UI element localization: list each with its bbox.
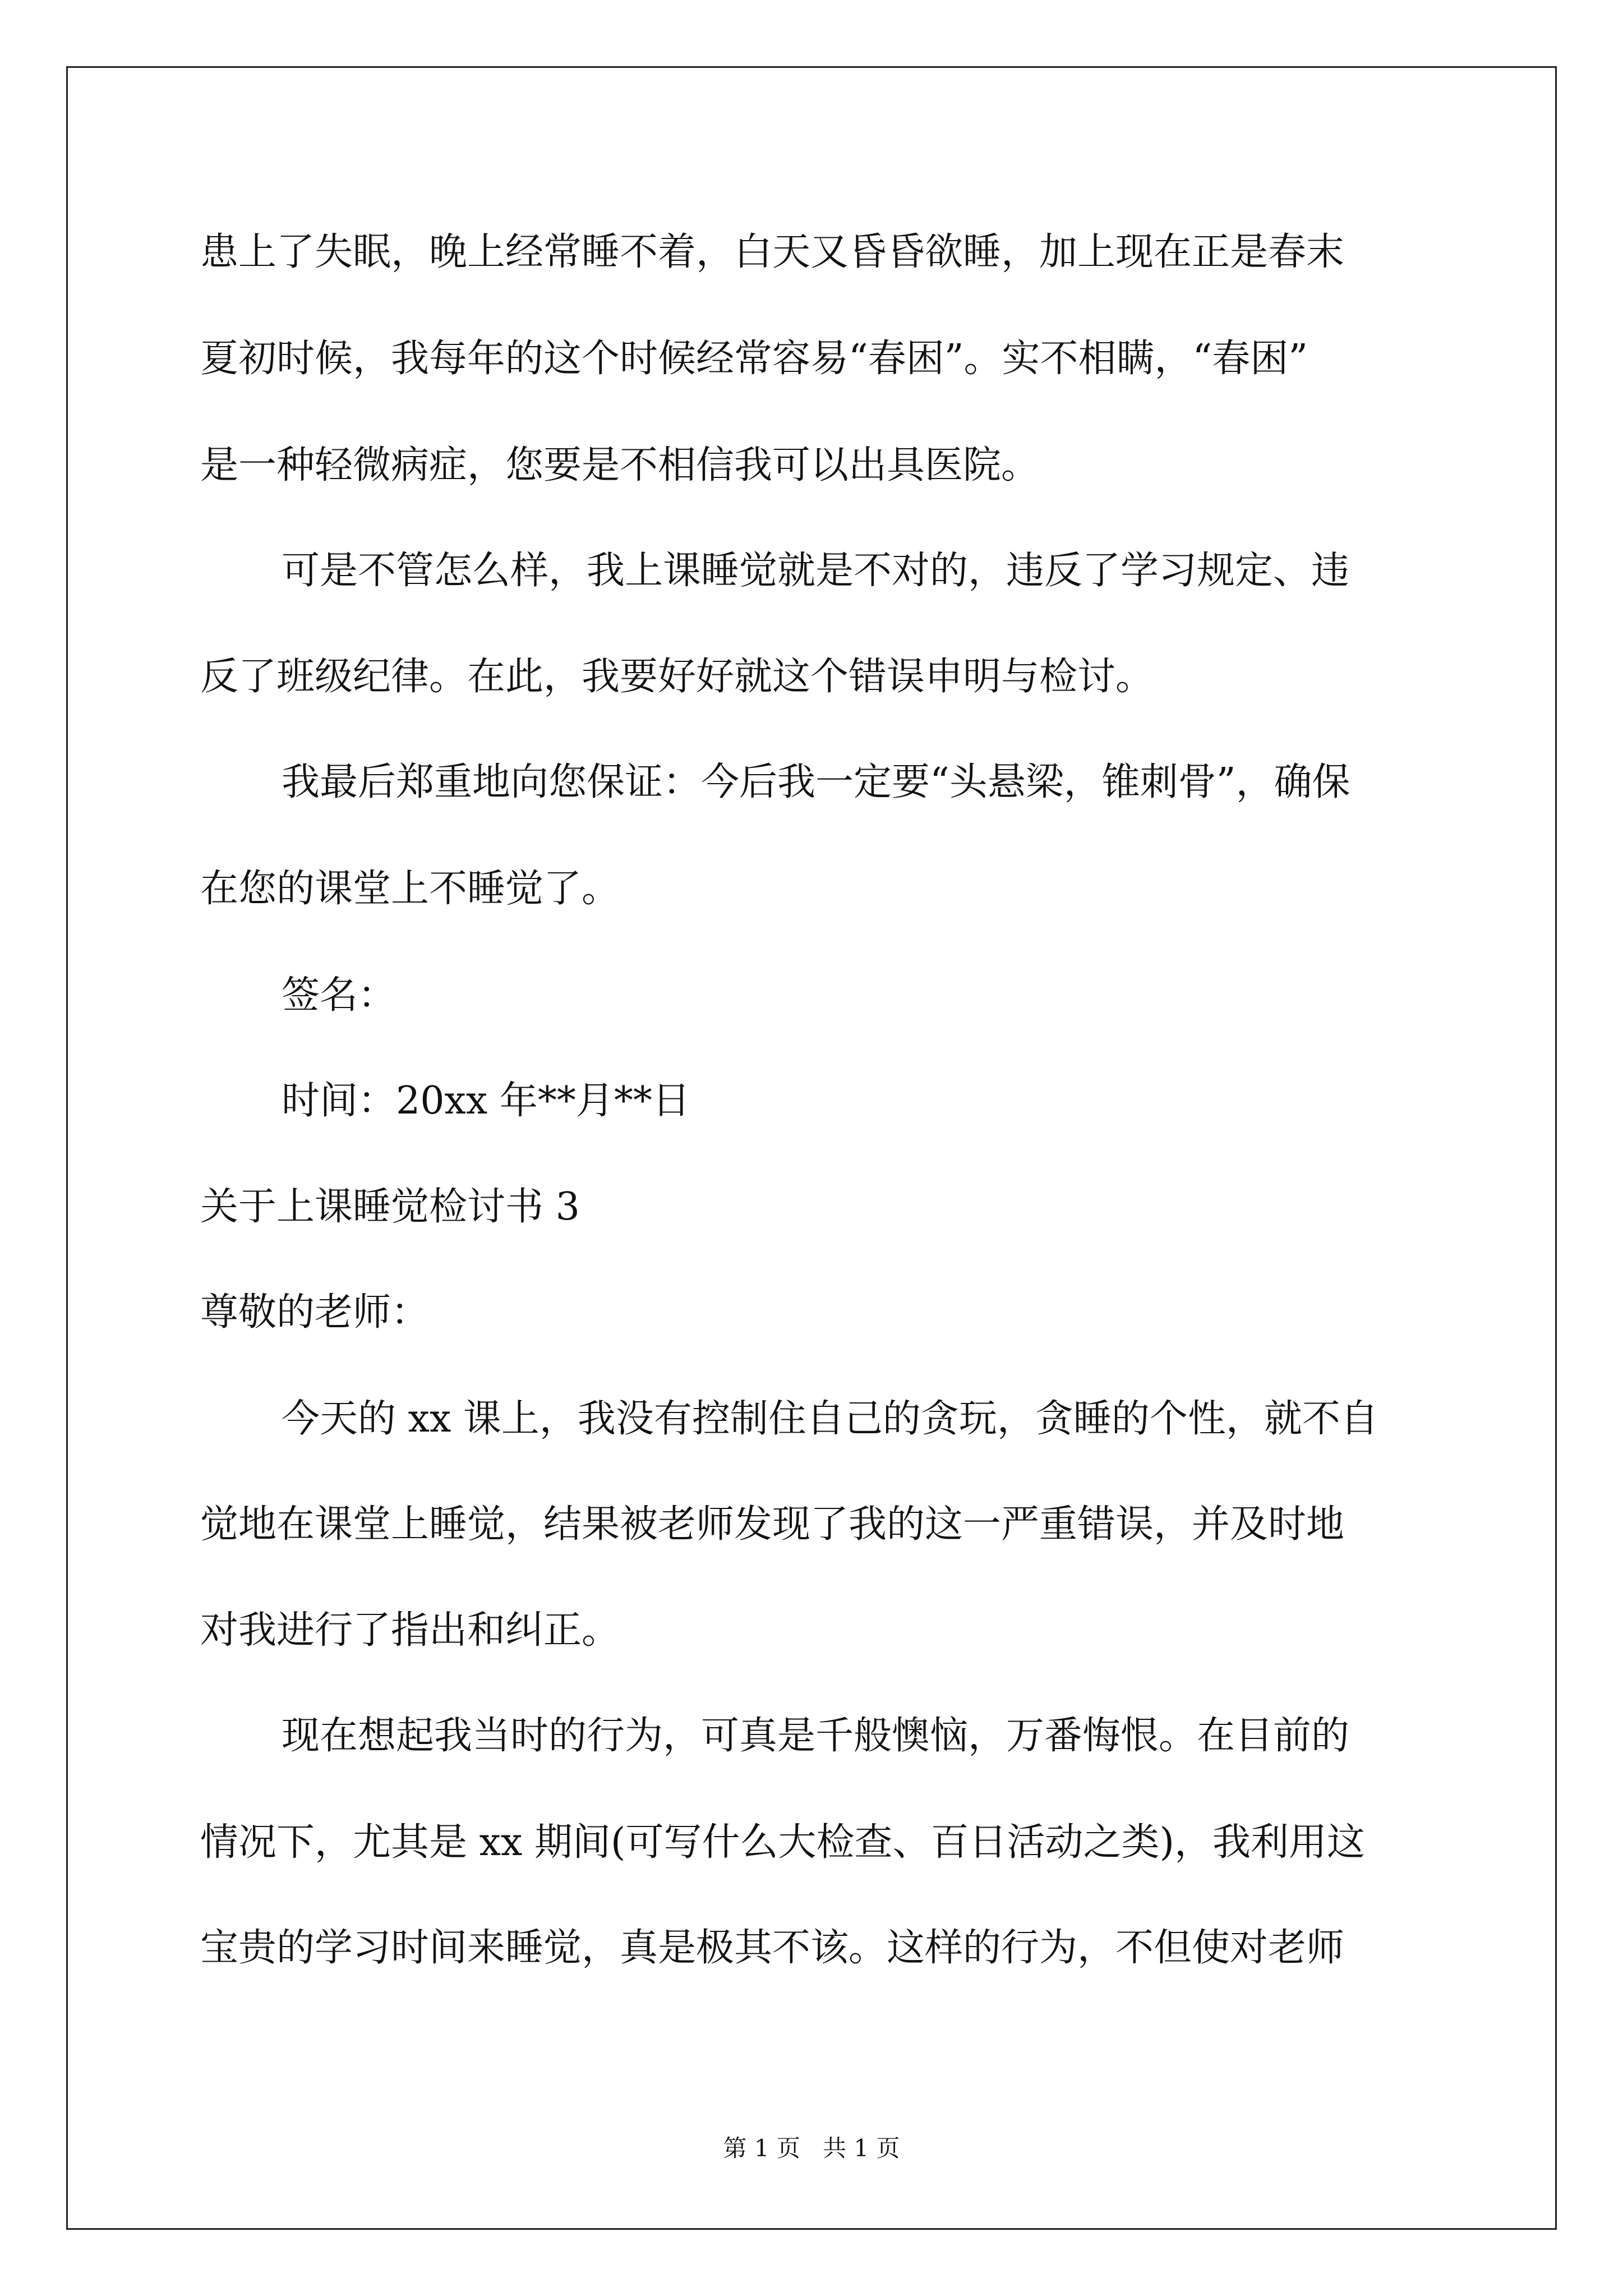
- paragraph-start-line: 现在想起我当时的行为，可真是千般懊恼，万番悔恨。在目前的: [282, 1714, 1350, 1758]
- body-line: 反了班级纪律。在此，我要好好就这个错误申明与检讨。: [200, 655, 1154, 699]
- body-line: 在您的课堂上不睡觉了。: [200, 867, 620, 911]
- body-line: 情况下，尤其是 xx 期间(可写什么大检查、百日活动之类)，我利用这: [200, 1820, 1365, 1865]
- paragraph-start-line: 我最后郑重地向您保证：今后我一定要“头悬梁，锥刺骨”，确保: [282, 760, 1350, 804]
- paragraph-start-line: 今天的 xx 课上，我没有控制住自己的贪玩，贪睡的个性，就不自: [282, 1397, 1378, 1441]
- body-line: 对我进行了指出和纠正。: [200, 1608, 620, 1653]
- salutation: 尊敬的老师：: [200, 1290, 430, 1335]
- signature-label: 签名：: [282, 973, 396, 1018]
- body-line: 觉地在课堂上睡觉，结果被老师发现了我的这一严重错误，并及时地: [200, 1502, 1345, 1547]
- paragraph-start-line: 可是不管怎么样，我上课睡觉就是不对的，违反了学习规定、违: [282, 549, 1350, 593]
- body-line: 夏初时候，我每年的这个时候经常容易“春困”。实不相瞒，“春困”: [200, 337, 1308, 381]
- date-line: 时间：20xx 年**月**日: [282, 1079, 690, 1123]
- body-line: 患上了失眠，晚上经常睡不着，白天又昏昏欲睡，加上现在正是春末: [200, 230, 1345, 274]
- body-line: 宝贵的学习时间来睡觉，真是极其不该。这样的行为，不但使对老师: [200, 1926, 1345, 1970]
- section-title: 关于上课睡觉检讨书 3: [200, 1185, 580, 1229]
- page-number-footer: 第 1 页 共 1 页: [723, 2134, 900, 2162]
- body-line: 是一种轻微病症，您要是不相信我可以出具医院。: [200, 443, 1040, 487]
- page-border: [66, 66, 1557, 2230]
